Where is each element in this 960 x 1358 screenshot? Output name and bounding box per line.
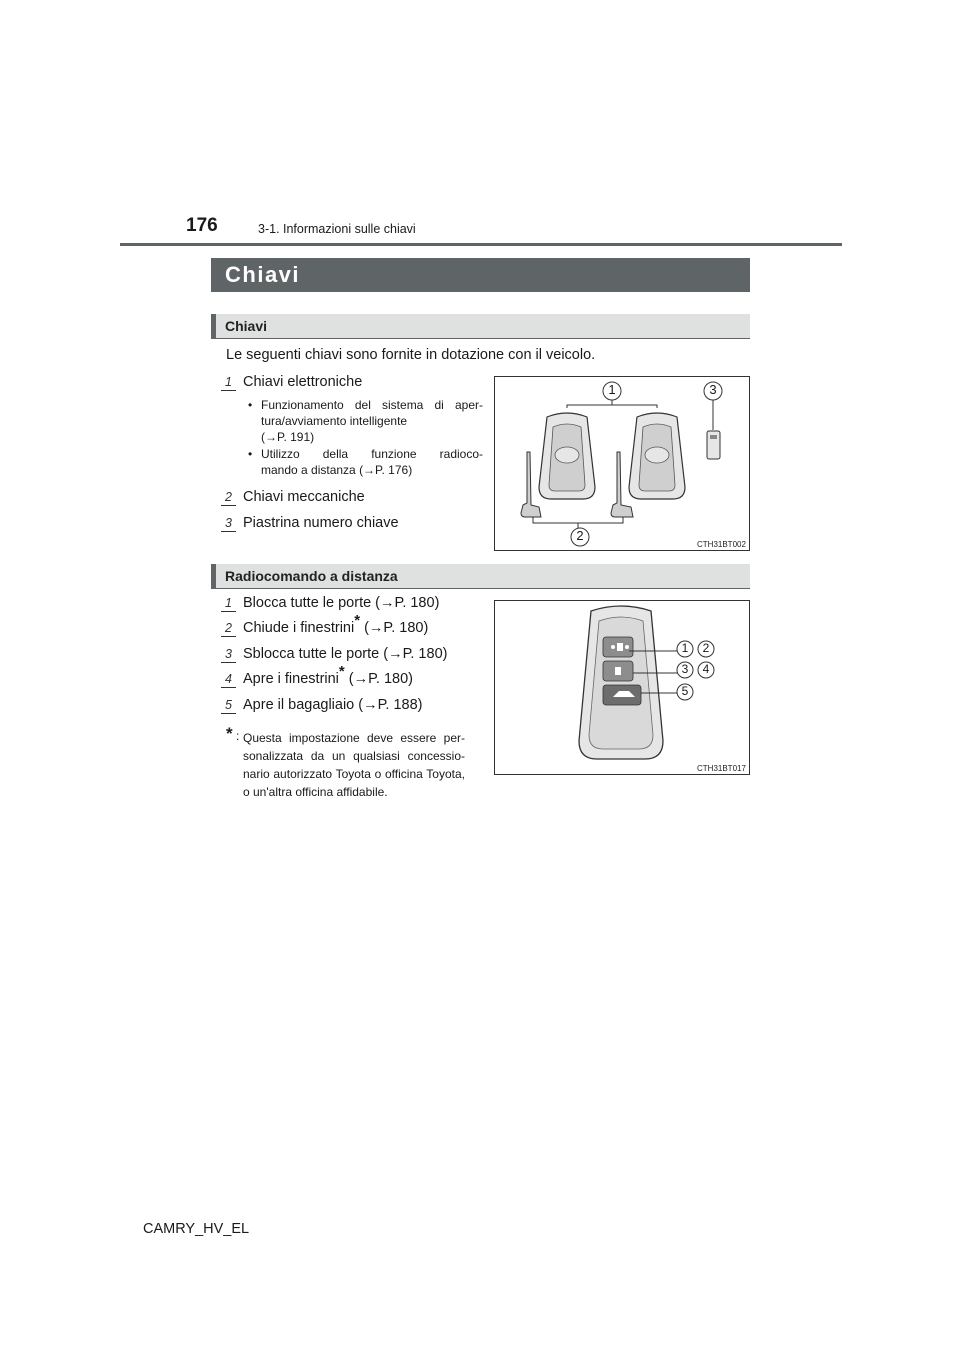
bullet-text: (→P. 191) <box>261 430 315 444</box>
item-number-icon: 1 <box>222 595 235 611</box>
callout-label: 2 <box>702 641 710 655</box>
remote-illustration <box>495 601 749 774</box>
callout-label: 1 <box>681 641 689 655</box>
bullet-text: Utilizzo della funzione radioco- <box>261 447 483 461</box>
item-label <box>243 663 413 687</box>
section-marker <box>211 314 216 338</box>
item-label-text: Chiude i finestrini <box>243 620 355 636</box>
page-number: 176 <box>186 215 218 236</box>
intro-text: Le seguenti chiavi sono fornite in dotazione con il veicolo. <box>226 347 596 363</box>
item-label: Sblocca tutte le porte (→P. 180) <box>243 646 448 662</box>
figure-code: CTH31BT017 <box>697 764 746 773</box>
item-number-icon: 2 <box>222 620 235 636</box>
callout-label: 1 <box>608 382 616 397</box>
item-number-icon: 3 <box>222 515 235 531</box>
callout-label: 5 <box>681 684 689 698</box>
keys-illustration <box>495 377 749 550</box>
item-number-icon: 1 <box>222 374 235 390</box>
callout-label: 2 <box>576 528 584 543</box>
section-heading-remote <box>211 564 750 589</box>
callout-label: 3 <box>709 382 717 397</box>
item-label <box>243 612 429 636</box>
remote-figure <box>494 600 750 775</box>
item-label: Chiavi elettroniche <box>243 374 363 390</box>
page-reference: (→P. 180) <box>360 620 429 636</box>
section-heading-label: Radiocomando a distanza <box>225 568 398 584</box>
item-label: Piastrina numero chiave <box>243 515 399 531</box>
item-label: Chiavi meccaniche <box>243 489 365 505</box>
item-label: Blocca tutte le porte (→P. 180) <box>243 595 440 611</box>
item-number-icon: 3 <box>222 646 235 662</box>
footnote-star: * <box>226 724 233 743</box>
bullet-dot: • <box>248 398 253 412</box>
header-rule <box>120 243 842 246</box>
chapter-title: 3-1. Informazioni sulle chiavi <box>258 222 416 236</box>
footnote-text: Questa impostazione deve essere per- sonalizzata da un qualsiasi concessio- nario autorizzato Toyota o officina Toyota, o un'altra officina affidabile. <box>243 731 465 799</box>
item-label: Apre il bagagliaio (→P. 188) <box>243 697 423 713</box>
figure-code: CTH31BT002 <box>697 540 746 549</box>
callout-label: 3 <box>681 662 689 676</box>
bullet-text: mando a distanza (→P. 176) <box>261 463 413 477</box>
callout-label: 4 <box>702 662 710 676</box>
asterisk-mark: * <box>354 612 361 630</box>
item-number-icon: 4 <box>222 671 235 687</box>
footnote-colon: : <box>236 729 240 743</box>
keys-figure <box>494 376 750 551</box>
page-title: Chiavi <box>211 258 750 292</box>
footer-model-code: CAMRY_HV_EL <box>143 1221 250 1237</box>
item-label-text: Apre i finestrini <box>243 671 339 687</box>
item-number-icon: 5 <box>222 697 235 713</box>
asterisk-mark: * <box>338 663 345 681</box>
section-heading-label: Chiavi <box>225 318 268 334</box>
bullet-dot: • <box>248 447 253 461</box>
section-marker <box>211 564 216 588</box>
bullet-text: tura/avviamento intelligente <box>261 414 408 428</box>
page-reference: (→P. 180) <box>344 671 413 687</box>
item-number-icon: 2 <box>222 489 235 505</box>
bullet-text: Funzionamento del sistema di aper- <box>261 398 483 412</box>
section-heading-keys <box>211 314 750 339</box>
